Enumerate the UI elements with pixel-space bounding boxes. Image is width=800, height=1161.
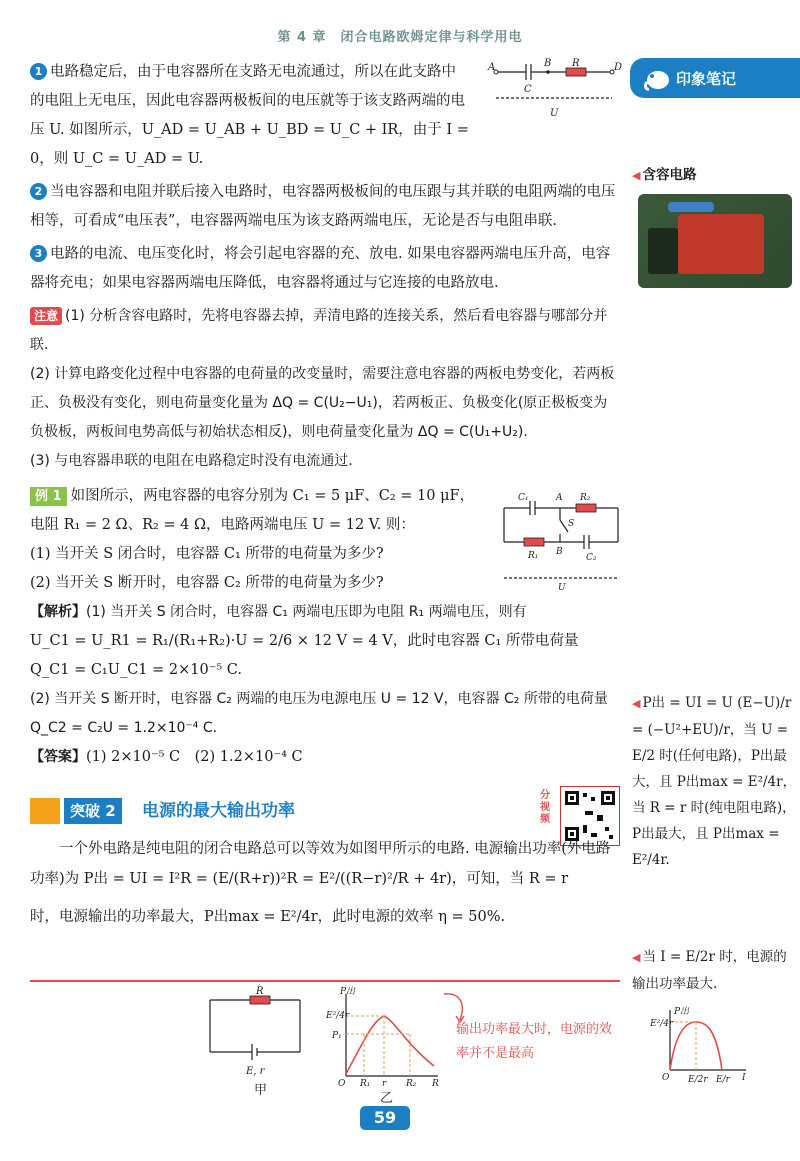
mini-label-origin: O [662, 1073, 670, 1083]
section-title: 电源的最大输出功率 [142, 801, 295, 821]
figure-jia [200, 986, 320, 1096]
answer: (1) 2×10⁻⁵ C (2) 1.2×10⁻⁴ C [86, 749, 303, 765]
sidebar-note-2 [632, 690, 798, 873]
note-item-2: (2) 计算电路变化过程中电容器的电荷量的改变量时，需要注意电容器的两板电势变化，若两板正、负极没有变化，则电荷量变化量为 ΔQ = C(U₂−U₁)，若两板正、负极变化(原正极板变为负极板，两板间电势高低与初始状态相反)，则电荷量变化量为 ΔQ = C(U₁+U₂). [30, 366, 615, 440]
number-badge: 1 [30, 63, 47, 80]
example-tag: 例 1 [30, 487, 67, 506]
example-stem: 如图所示，两电容器的电容分别为 C₁ = 5 μF、C₂ = 10 μF，电阻 R₁ = 2 Ω、R₂ = 4 Ω，电路两端电压 U = 12 V. 则： [30, 488, 475, 533]
sidebar [630, 58, 800, 1158]
resistor-r1 [524, 538, 544, 546]
label-r2: R₂ [580, 493, 591, 503]
divider-line [30, 980, 620, 982]
note-block [30, 302, 620, 476]
example-q1: (1) 当开关 S 闭合时，电容器 C₁ 所带的电荷量为多少? [30, 546, 384, 562]
label-p-axis: P出 [340, 987, 356, 997]
mini-label-e-2r: E/2r [688, 1075, 708, 1085]
example-q2: (2) 当开关 S 断开时，电容器 C₂ 所带的电荷量为多少? [30, 575, 384, 591]
section-header [30, 798, 450, 824]
power-curve [346, 1016, 434, 1074]
hand-note: 输出功率最大时，电源的效率并不是最高 [456, 1022, 613, 1061]
section-para-2: 时，电源输出的功率最大，P出max = E²/4r，此时电源的效率 η = 50%. [30, 909, 506, 925]
mini-label-i: I [742, 1073, 746, 1083]
sidebar-note-2-text: P出 = UI = U (E−U)/r = (−U²+EU)/r，当 U = E/2 时(任何电路)，P出最大，且 P出max = E²/4r，当 R = r 时(纯电阻电路)，P出最大，且 P出max = E²/4r. [632, 695, 797, 868]
triangle-icon: ◀ [632, 169, 641, 182]
label-u: U [550, 108, 559, 119]
label-r: R [572, 58, 580, 69]
chapter-title: 第 4 章 闭合电路欧姆定律与科学用电 [277, 30, 523, 45]
para-2 [30, 178, 620, 236]
note-item-1: (1) 分析含容电路时，先将电容器去掉，弄清电路的连接关系，然后看电容器与哪部分并联. [30, 308, 608, 353]
section-body [30, 834, 620, 932]
circuit-diagram-1 [486, 58, 622, 126]
sidebar-note-3-text: 当 I = E/2r 时，电源的输出功率最大. [632, 949, 787, 992]
number-badge: 2 [30, 183, 47, 200]
note-item-3: (3) 与电容器串联的电阻在电路稳定时没有电流通过. [30, 453, 353, 469]
label-c2: C₂ [586, 553, 597, 563]
sidebar-title: 印象笔记 [676, 70, 737, 88]
para-2-text: 当电容器和电阻并联后接入电路时，电容器两极板间的电压跟与其并联的电阻两端的电压相等，可看成“电压表”，电容器两端电压为该支路两端电压，无论是否与电阻串联. [30, 184, 616, 229]
sidebar-note-1 [632, 162, 798, 189]
label-c: C [524, 84, 532, 95]
label-r2: R₂ [406, 1079, 417, 1089]
section-label: 突破 2 [64, 798, 122, 824]
label-d: D [614, 62, 622, 73]
mini-label-p: P出 [674, 1007, 690, 1017]
label-r-axis: R [432, 1079, 439, 1089]
book-icon [30, 798, 60, 824]
label-origin: O [338, 1079, 346, 1089]
para-3-text: 电路的电流、电压变化时，将会引起电容器的充、放电. 如果电容器两端电压升高，电容器将充电；如果电容器两端电压降低，电容器将通过与它连接的电路放电. [30, 246, 611, 291]
label-er: E, r [246, 1066, 265, 1077]
page-header [0, 0, 800, 58]
label-p1: P₁ [332, 1031, 342, 1041]
label-e2-4r: E²/4r [326, 1011, 350, 1021]
label-s: S [568, 519, 575, 529]
mini-label-e2-4r: E²/4r [650, 1019, 674, 1029]
label-b: B [544, 58, 552, 69]
figure-yi-caption: 乙 [380, 1091, 394, 1106]
para-1 [30, 58, 470, 174]
analysis-label: 【解析】 [30, 604, 86, 620]
number-badge: 3 [30, 245, 47, 262]
note-tag: 注意 [30, 307, 62, 325]
label-a: A [556, 493, 563, 503]
triangle-icon: ◀ [632, 951, 641, 964]
resistor-r2 [576, 504, 596, 512]
sidebar-mini-chart [650, 1006, 750, 1086]
circuit-diagram-2 [498, 488, 628, 594]
label-a: A [488, 62, 496, 73]
main-content [30, 58, 620, 772]
label-r1: R₁ [528, 551, 539, 561]
sidebar-header [630, 58, 800, 98]
triangle-icon: ◀ [632, 697, 641, 710]
label-c1: C₁ [518, 493, 529, 503]
page-number: 59 [360, 1106, 410, 1130]
formula-1: U_C1 = U_R1 = R₁/(R₁+R₂)·U = 2/6 × 12 V = 4 V，此时电容器 C₁ 所带电荷量 Q_C1 = C₁U_C1 = 2×10⁻⁵ C. [30, 633, 579, 678]
analysis-2: (2) 当开关 S 断开时，电容器 C₂ 两端的电压为电源电压 U = 12 V，电容器 C₂ 所带的电荷量 Q_C2 = C₂U = 1.2×10⁻⁴ C. [30, 691, 608, 736]
section-para-1: 一个外电路是纯电阻的闭合电路总可以等效为如图甲所示的电路. 电源输出功率(外电路功率)为 P出 = UI = I²R = (E/(R+r))²R = E²/((R−r)²/R + 4r)，可知，当 R = r [30, 841, 611, 887]
resistor-r [566, 68, 586, 76]
figure-jia-caption: 甲 [254, 1083, 268, 1096]
label-r1: R₁ [360, 1079, 371, 1089]
sidebar-note-1-text: 含容电路 [642, 167, 697, 183]
label-u: U [558, 583, 566, 593]
sidebar-note-3 [632, 944, 798, 997]
para-3 [30, 240, 620, 298]
answer-label: 【答案】 [30, 749, 86, 765]
qr-label: 分视频 [540, 790, 550, 825]
analysis-1: (1) 当开关 S 闭合时，电容器 C₁ 两端电压即为电阻 R₁ 两端电压，则有 [86, 604, 527, 620]
capacitor-circuit-photo [638, 194, 792, 288]
label-r-small: r [382, 1079, 387, 1089]
figure-yi [326, 986, 446, 1106]
label-r: R [256, 986, 264, 997]
elephant-icon [642, 64, 672, 92]
para-1-text: 电路稳定后，由于电容器所在支路无电流通过，所以在此支路中的电阻上无电压，因此电容器两极板间的电压就等于该支路两端的电压 U. 如图所示，U_AD = U_AB + U_BD = U_C + IR，由于 I = 0，则 U_C = U_AD = U. [30, 64, 469, 167]
mini-label-e-r: E/r [716, 1075, 730, 1085]
resistor-r [250, 996, 270, 1004]
label-b: B [556, 547, 563, 557]
